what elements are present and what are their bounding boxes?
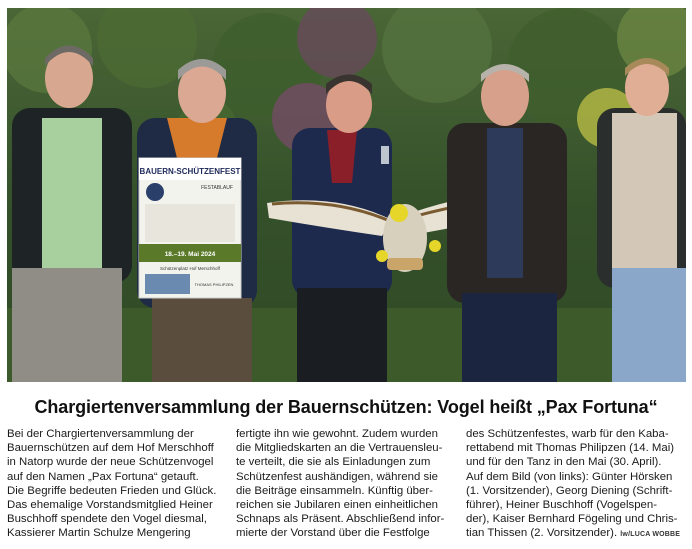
poster-sponsor: THOMAS PHILIPZEN [194, 282, 234, 287]
poster-venue: Schützenplatz Hof Merschhoff [160, 266, 220, 271]
festival-poster [139, 158, 241, 298]
news-photo [7, 8, 686, 382]
poster-title: BAUERN-SCHÜTZENFEST [139, 167, 241, 176]
poster-subtitle: FESTABLAUF [201, 185, 233, 191]
article-column-3-text: des Schützenfestes, warb für den Kaba- rettabend mit Thomas Philipzen (14. Mai) und für den Tanz in den Mai (30. April). Auf dem Bild (von links): Günter Hörsken (1. Vorsitzender), Georg Diening (Schrift- führer), Heiner Buschhoff (Vogelspen- der), Kaiser Bernhard Fögeling und Chris- tian Thissen (2. Vorsitzender). [466, 428, 678, 540]
poster-dates: 18.–19. Mai 2024 [164, 251, 216, 258]
article-column-3 [466, 427, 688, 543]
article-column-1: Bei der Chargiertenversammlung der Bauernschützen auf dem Hof Merschhoff in Natorp wurde der neue Schützenvogel auf den Namen „Pax Fortuna“ getauft. Die Begriffe bedeuten Frieden und Glück. Das ehemalige Vorstandsmitglied Heiner Buschhoff spendete den Vogel diesmal, Kassierer Martin Schulze Mengering [7, 428, 217, 540]
article-headline: Chargiertenversammlung der Bauernschützen: Vogel heißt „Pax Fortuna“ [34, 397, 658, 417]
photo-illustration [7, 8, 686, 382]
photo-author: lw/LUCA WOBBE [620, 531, 681, 539]
article-column-2: fertigte ihn wie gewohnt. Zudem wurden die Mitgliedskarten an die Vertrauensleu- te verteilt, die sie als Einladungen zum Schützenfest aushändigen, während sie die Beiträge einsammeln. Künftig über- reichen sie Jubilaren einen einheitlichen Schnaps als Präsent. Abschließend infor- mierte der Vorstand über die Festfolge [236, 428, 445, 540]
article-body [7, 427, 687, 545]
